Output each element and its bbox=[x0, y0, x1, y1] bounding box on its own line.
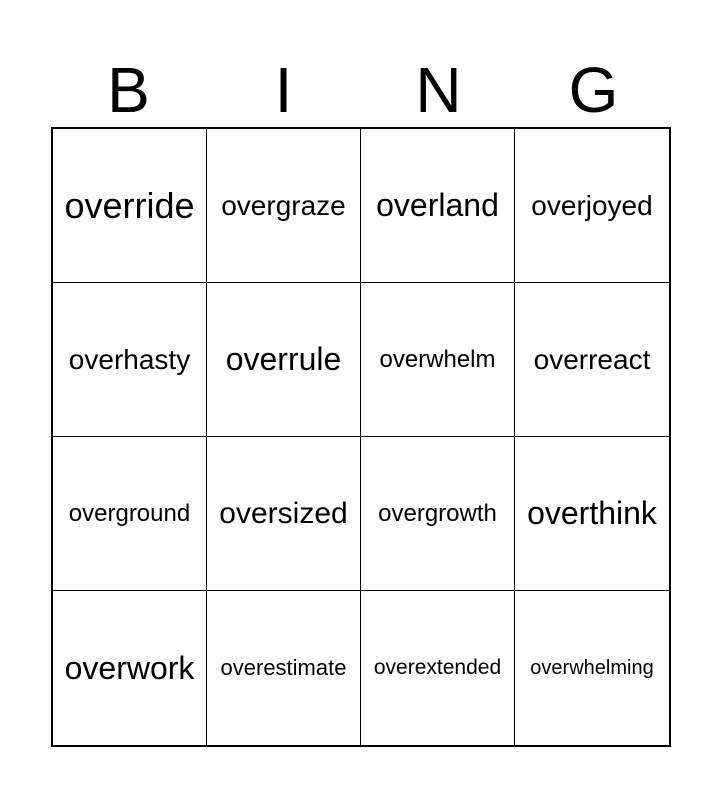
bingo-cell: overwhelming bbox=[530, 656, 654, 679]
bingo-board bbox=[51, 127, 671, 747]
bingo-cell: overwhelm bbox=[361, 283, 515, 437]
bingo-cell: overland bbox=[361, 129, 515, 283]
bingo-cell: oversized bbox=[207, 437, 361, 591]
header-letter-n: N bbox=[415, 54, 462, 126]
bingo-cell: overrule bbox=[207, 283, 361, 437]
bingo-cell: overextended bbox=[361, 591, 515, 745]
bingo-header bbox=[51, 52, 671, 128]
bingo-cell: overwork bbox=[53, 591, 207, 745]
bingo-cell: overgraze bbox=[207, 129, 361, 283]
bingo-cell: overground bbox=[53, 437, 207, 591]
header-letter-i: I bbox=[274, 54, 293, 126]
bingo-cell: overjoyed bbox=[515, 129, 669, 283]
header-letter-b: B bbox=[107, 54, 150, 126]
bingo-cell: overthink bbox=[515, 437, 669, 591]
bingo-cell: overhasty bbox=[53, 283, 207, 437]
bingo-cell: overreact bbox=[515, 283, 669, 437]
header-letter-g: G bbox=[568, 54, 619, 126]
bingo-cell: overestimate bbox=[207, 591, 361, 745]
bingo-cell: override bbox=[53, 129, 207, 283]
bingo-cell: overgrowth bbox=[361, 437, 515, 591]
